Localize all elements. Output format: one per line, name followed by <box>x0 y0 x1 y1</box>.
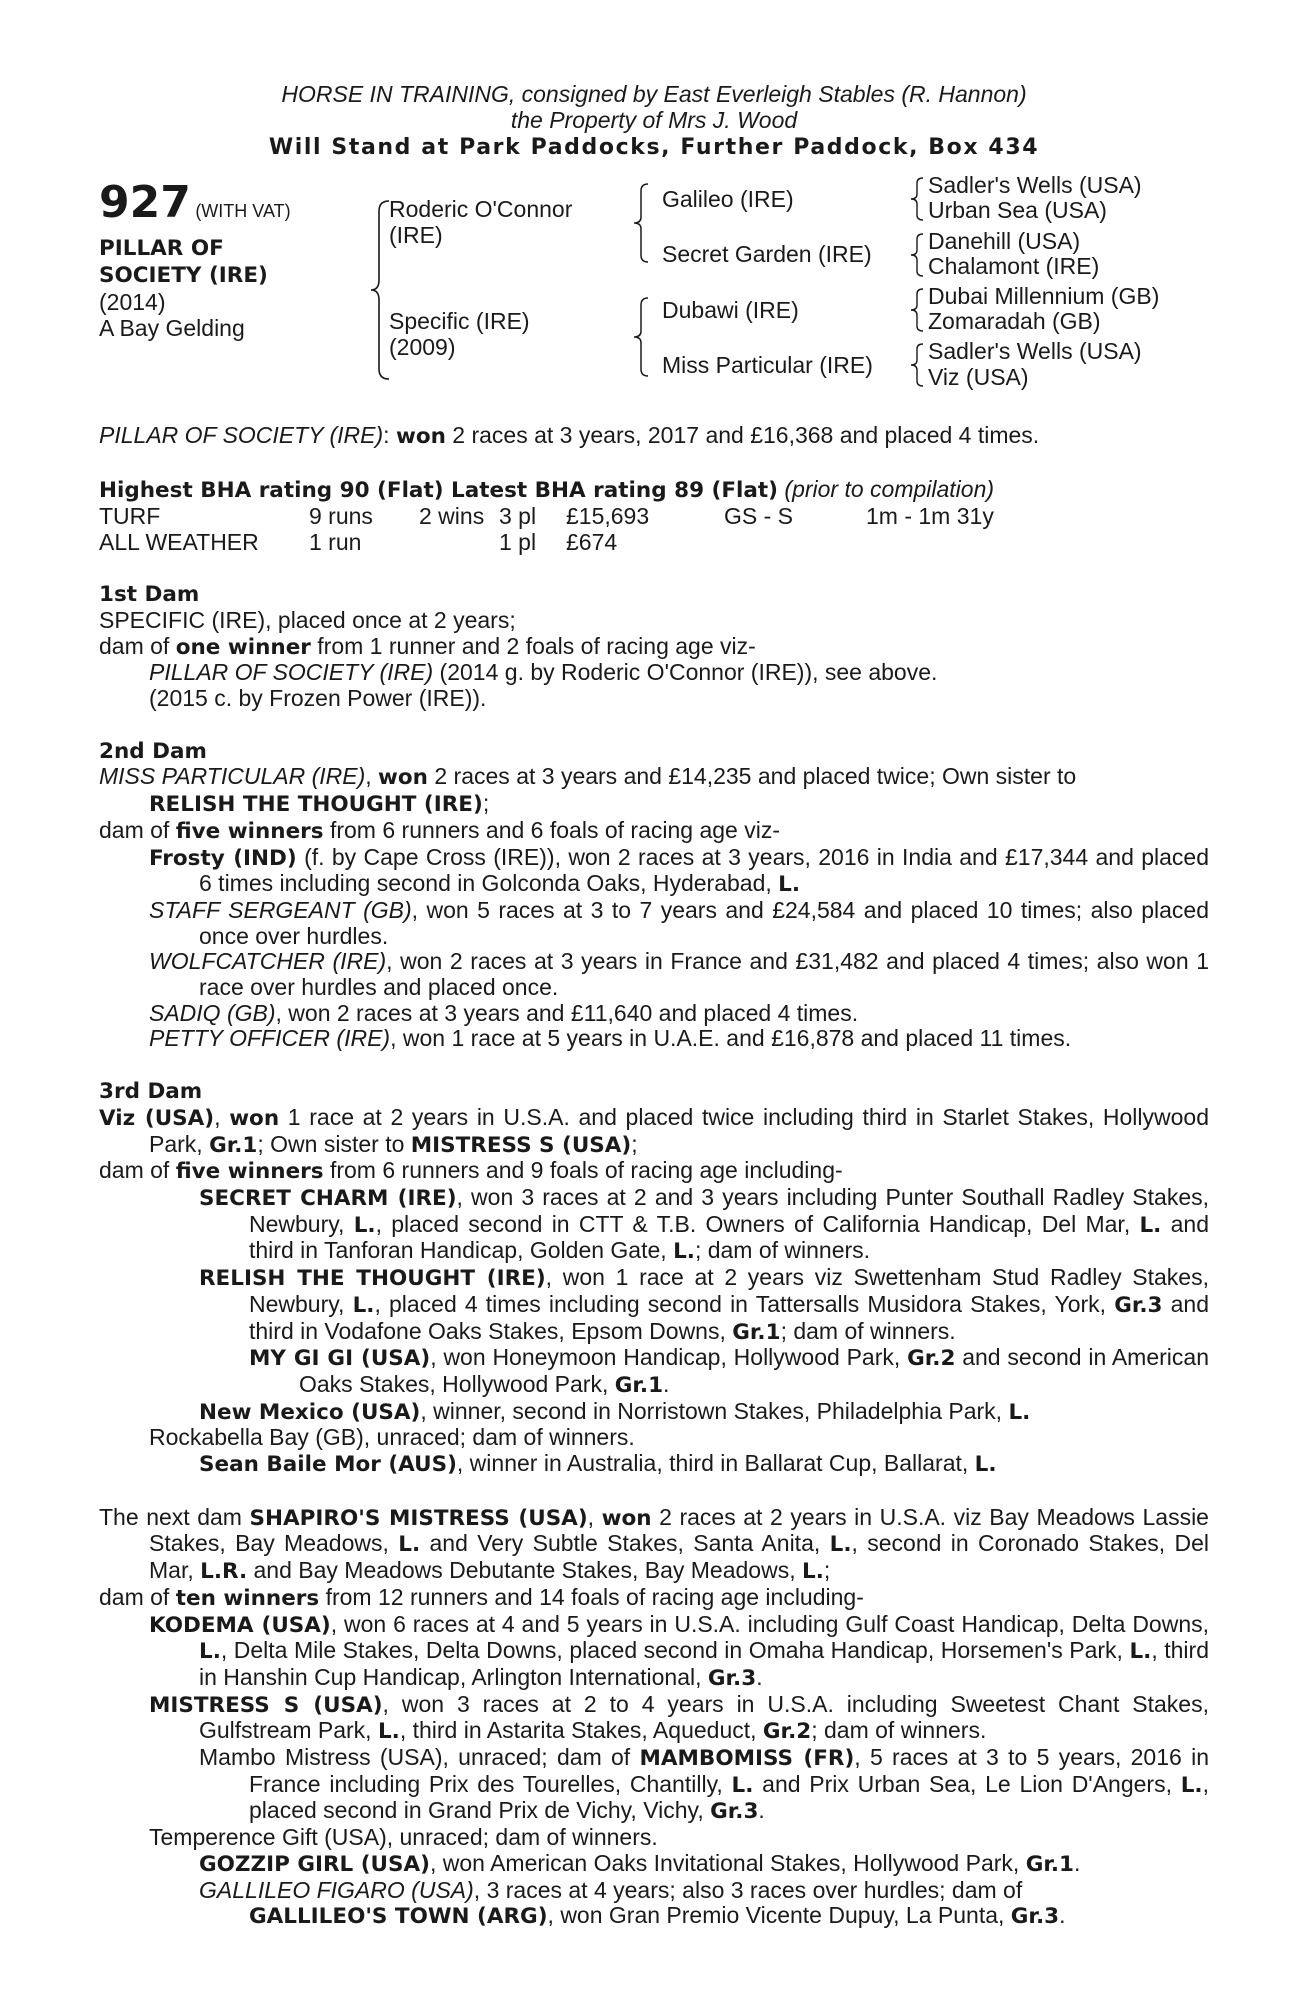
text-run: Gr.3 <box>707 1665 757 1691</box>
text-run: , won Gran Premio Vicente Dupuy, La Punta, <box>547 1902 1011 1929</box>
gen3-7: Sadler's Wells (USA) <box>928 338 1142 365</box>
third-dam-foal-3: Rockabella Bay (GB), unraced; dam of winners. <box>149 1424 635 1451</box>
text-run: ; <box>482 790 490 817</box>
horse-name-line2: SOCIETY (IRE) <box>99 263 268 289</box>
text-run: , won 5 races at 3 to 7 years and £24,584 and placed 10 times; also placed once over hurdles. <box>199 896 1209 949</box>
text-run: L. <box>352 1292 375 1318</box>
horse-name-line1: PILLAR OF <box>99 236 224 262</box>
second-dam-foal-5 <box>99 1026 1209 1052</box>
text-run: STAFF SERGEANT (GB) <box>149 896 412 923</box>
text-run: ; Own sister to <box>257 1130 411 1157</box>
text-run: The next dam <box>99 1503 250 1530</box>
gen3-4: Chalamont (IRE) <box>928 253 1100 280</box>
text-run: and Very Subtle Stakes, Santa Anita, <box>420 1530 830 1557</box>
text-run: and third in Tanforan Handicap, Golden Gate, <box>249 1210 1209 1264</box>
text-run: ; dam of winners. <box>780 1317 956 1344</box>
sire-dam: Secret Garden (IRE) <box>662 241 872 268</box>
lot-number: 927 <box>99 177 191 229</box>
text-run: and Bay Meadows Debutante Stakes, Bay Meadows, <box>247 1557 802 1584</box>
text-run: dam of <box>99 632 176 659</box>
pedigree-block <box>99 172 1209 415</box>
third-dam-grandfoal-1 <box>99 1345 1209 1398</box>
text-run: Gr.1 <box>732 1319 781 1345</box>
text-run: L. <box>673 1239 695 1265</box>
text-run: PILLAR OF SOCIETY (IRE) <box>149 659 434 686</box>
next-dam-foal-3: Temperence Gift (USA), unraced; dam of winners. <box>149 1824 658 1851</box>
text-run: L.R. <box>200 1559 248 1585</box>
gen3-brace-1 <box>909 175 925 223</box>
next-dam-grandfoal-2 <box>99 1851 1209 1878</box>
dam-line1: Specific (IRE) <box>389 308 530 335</box>
summary-colon: : <box>383 422 396 449</box>
text-run: RELISH THE THOUGHT (IRE) <box>149 792 483 818</box>
stats-row-allweather <box>99 530 1209 556</box>
next-dam-grandfoal-3 <box>99 1878 1209 1930</box>
stats-surface: TURF <box>99 502 161 529</box>
foaling-year: (2014) <box>99 289 166 316</box>
stats-wins: 2 wins <box>419 502 485 529</box>
text-run: Sean Baile Mor (AUS) <box>199 1452 457 1478</box>
first-dam-produce <box>99 634 1209 661</box>
sire-line2: (IRE) <box>389 222 443 249</box>
text-run: , won 3 races at 2 to 4 years in U.S.A. including Sweetest Chant Stakes, Gulfstream Park, <box>199 1690 1209 1744</box>
next-dam-grandfoal-1 <box>99 1745 1209 1825</box>
gen3-5: Dubai Millennium (GB) <box>928 283 1160 310</box>
text-run: Gr.2 <box>762 1719 812 1745</box>
text-run: Mambo Mistress (USA), unraced; dam of <box>199 1744 640 1771</box>
gen3-brace-4 <box>909 341 925 389</box>
third-dam-foal-1 <box>99 1185 1209 1265</box>
next-dam-line <box>99 1505 1209 1585</box>
text-run: , <box>365 763 379 790</box>
stats-runs: 1 run <box>309 528 362 555</box>
third-dam-grandfoal-2 <box>99 1399 1209 1426</box>
property-line: the Property of Mrs J. Wood <box>510 106 798 133</box>
second-dam-line <box>99 764 1209 817</box>
stats-going <box>724 530 866 556</box>
text-run: GOZZIP GIRL (USA) <box>199 1851 430 1877</box>
text-run: SADIQ (GB) <box>149 999 276 1026</box>
text-run: New Mexico (USA) <box>199 1399 421 1425</box>
text-run: dam of <box>99 1157 176 1184</box>
pedigree-brace <box>369 197 391 383</box>
text-run: MISTRESS S (USA) <box>410 1132 632 1158</box>
gen3-3: Danehill (USA) <box>928 228 1081 255</box>
stats-wins <box>419 530 499 556</box>
text-run: MISTRESS S (USA) <box>149 1692 383 1718</box>
text-run: L. <box>1129 1639 1152 1665</box>
text-run: Gr.1 <box>1025 1851 1074 1877</box>
gen3-2: Urban Sea (USA) <box>928 197 1107 224</box>
stats-prize: £674 <box>566 528 618 555</box>
text-run: , <box>214 1103 230 1130</box>
text-run: Gr.3 <box>1010 1904 1060 1930</box>
text-run: . <box>663 1370 670 1397</box>
text-run: GALLILEO FIGARO (USA) <box>199 1876 474 1903</box>
dam-sire: Dubawi (IRE) <box>662 297 799 324</box>
gen3-brace-2 <box>909 231 925 279</box>
second-dam-foal-4 <box>99 1001 1209 1027</box>
text-run: Frosty (IND) <box>149 845 297 871</box>
stand-location: Will Stand at Park Paddocks, Further Paddock, Box 434 <box>268 135 1040 161</box>
second-dam-foal-1 <box>99 845 1209 898</box>
stats-prize: £15,693 <box>566 502 650 529</box>
text-run: SHAPIRO'S MISTRESS (USA) <box>249 1505 588 1531</box>
text-run: Gr.2 <box>907 1346 956 1372</box>
text-run: and Prix Urban Sea, Le Lion D'Angers, <box>753 1770 1181 1797</box>
text-run: GALLILEO'S TOWN (ARG) <box>249 1904 548 1930</box>
text-run: ; <box>823 1557 831 1584</box>
text-run: . <box>758 1797 765 1824</box>
text-run: ; <box>631 1130 638 1157</box>
third-dam-line <box>99 1105 1209 1158</box>
text-run: Viz (USA) <box>99 1105 215 1131</box>
rating-line <box>99 477 1209 504</box>
gen3-brace-3 <box>909 286 925 334</box>
summary-won: won <box>395 424 446 450</box>
text-run: L. <box>731 1772 754 1798</box>
gen3-6: Zomaradah (GB) <box>928 308 1101 335</box>
stats-distance: 1m - 1m 31y <box>866 502 994 529</box>
next-dam-produce <box>99 1585 1209 1612</box>
text-run: . <box>1074 1849 1081 1876</box>
summary-name: PILLAR OF SOCIETY (IRE) <box>99 422 384 449</box>
text-run: , won 6 races at 4 and 5 years in U.S.A. including Gulf Coast Handicap, Delta Downs, <box>330 1610 1210 1637</box>
text-run: KODEMA (USA) <box>149 1612 331 1638</box>
text-run: 2 races at 3 years and £14,235 and placed twice; Own sister to <box>427 763 1077 790</box>
text-run: , third in Hanshin Cup Handicap, Arlington International, <box>199 1637 1209 1690</box>
third-dam-grandfoal-3 <box>99 1451 1209 1478</box>
text-run: PETTY OFFICER (IRE) <box>149 1025 391 1052</box>
text-run: MY GI GI (USA) <box>249 1346 431 1372</box>
dam-line2: (2009) <box>389 334 456 361</box>
dam-dam: Miss Particular (IRE) <box>662 352 873 379</box>
text-run: . <box>756 1663 763 1690</box>
text-run: Gr.1 <box>614 1372 664 1398</box>
text-run: L. <box>377 1719 400 1745</box>
sire-sire: Galileo (IRE) <box>662 186 794 213</box>
rating-bold: Highest BHA rating 90 (Flat) Latest BHA rating 89 (Flat) <box>99 478 779 504</box>
rating-note: (prior to compilation) <box>784 476 995 503</box>
gen3-1: Sadler's Wells (USA) <box>928 172 1142 199</box>
text-run: , placed second in CTT & T.B. Owners of California Handicap, Del Mar, <box>375 1210 1140 1237</box>
stats-placed: 1 pl <box>499 528 537 555</box>
text-run: from 12 runners and 14 foals of racing age including- <box>319 1583 864 1610</box>
text-run: L. <box>199 1639 221 1665</box>
first-dam-line: SPECIFIC (IRE), placed once at 2 years; <box>99 606 516 633</box>
text-run: five winners <box>175 818 324 844</box>
text-run: MAMBOMISS (FR) <box>639 1746 855 1772</box>
text-run: Gr.3 <box>710 1799 759 1825</box>
text-run: and second in American Oaks Stakes, Hollywood Park, <box>299 1344 1209 1397</box>
text-run: L. <box>353 1212 376 1238</box>
text-run: (2014 g. by Roderic O'Connor (IRE)), see above. <box>433 659 938 686</box>
text-run: , placed 4 times including second in Tattersalls Musidora Stakes, York, <box>374 1290 1115 1317</box>
text-run: won <box>601 1505 652 1531</box>
second-dam-foal-3 <box>99 949 1209 1000</box>
text-run: 1 race at 2 years in U.S.A. and placed twice including third in Starlet Stakes, Hollywood Park, <box>149 1103 1209 1157</box>
text-run: , Delta Mile Stakes, Delta Downs, placed second in Omaha Handicap, Horsemen's Park, <box>220 1637 1130 1664</box>
text-run: won <box>378 765 428 791</box>
lot-number-line <box>99 179 291 227</box>
text-run: dam of <box>99 1583 176 1610</box>
dam-brace <box>632 295 650 379</box>
text-run: RELISH THE THOUGHT (IRE) <box>199 1266 546 1292</box>
text-run: MISS PARTICULAR (IRE) <box>99 763 366 790</box>
text-run: SECRET CHARM (IRE) <box>199 1185 457 1211</box>
next-dam-foal-2 <box>99 1692 1209 1745</box>
text-run: L. <box>829 1532 852 1558</box>
text-run: L. <box>778 872 801 898</box>
text-run: , won 1 race at 2 years viz Swettenham Stud Radley Stakes, Newbury, <box>249 1264 1209 1317</box>
stats-going: GS - S <box>724 502 794 529</box>
third-dam-foal-2 <box>99 1265 1209 1345</box>
text-run: five winners <box>175 1159 324 1185</box>
first-dam-foal-1 <box>99 660 1209 686</box>
text-run: . <box>1059 1902 1066 1929</box>
first-dam-foal-2: (2015 c. by Frozen Power (IRE)). <box>149 685 487 712</box>
text-run: ; dam of winners. <box>694 1237 871 1264</box>
stats-surface: ALL WEATHER <box>99 528 259 555</box>
text-run: , 3 races at 4 years; also 3 races over hurdles; dam of <box>473 1876 1023 1903</box>
consignor-line: HORSE IN TRAINING, consigned by East Everleigh Stables (R. Hannon) <box>281 81 1027 107</box>
text-run: , won 2 races at 3 years and £11,640 and placed 4 times. <box>275 999 859 1026</box>
text-run: , <box>587 1503 602 1530</box>
text-run: , third in Astarita Stakes, Aqueduct, <box>399 1717 763 1744</box>
race-summary <box>99 423 1209 450</box>
third-dam-produce <box>99 1158 1209 1185</box>
text-run: , winner in Australia, third in Ballarat Cup, Ballarat, <box>456 1450 975 1477</box>
text-run: , won American Oaks Invitational Stakes, Hollywood Park, <box>429 1849 1026 1876</box>
vat-note: (WITH VAT) <box>195 201 291 222</box>
text-run: , winner, second in Norristown Stakes, Philadelphia Park, <box>420 1397 1009 1424</box>
text-run: , won 2 races at 3 years in France and £31,482 and placed 4 times; also won 1 race over hurdles and placed once. <box>199 948 1209 1001</box>
text-run: and third in Vodafone Oaks Stakes, Epsom Downs, <box>249 1290 1210 1344</box>
text-run: , placed second in Grand Prix de Vichy, Vichy, <box>249 1770 1209 1824</box>
text-run: WOLFCATCHER (IRE) <box>149 948 387 975</box>
third-dam-title: 3rd Dam <box>99 1079 203 1105</box>
text-run: one winner <box>175 634 311 660</box>
stats-placed: 3 pl <box>499 502 537 529</box>
text-run: , won Honeymoon Handicap, Hollywood Park, <box>430 1344 908 1371</box>
text-run: 2 races at 2 years in U.S.A. viz Bay Meadows Lassie Stakes, Bay Meadows, <box>149 1503 1209 1557</box>
sire-line1: Roderic O'Connor <box>389 196 573 223</box>
text-run: from 6 runners and 6 foals of racing age viz- <box>323 816 780 843</box>
text-run: won <box>229 1105 280 1131</box>
next-dam-foal-1 <box>99 1612 1209 1692</box>
text-run: Gr.1 <box>209 1132 258 1158</box>
first-dam-title: 1st Dam <box>99 582 200 608</box>
text-run: , 5 races at 3 to 5 years, 2016 in France including Prix des Tourelles, Chantilly, <box>249 1744 1209 1797</box>
gen3-8: Viz (USA) <box>928 364 1029 391</box>
stats-row-turf <box>99 504 1209 530</box>
stats-runs: 9 runs <box>309 502 373 529</box>
stats-distance <box>866 530 1046 556</box>
sire-brace <box>632 181 650 265</box>
text-run: L. <box>1180 1772 1203 1798</box>
catalogue-page <box>99 82 1209 1930</box>
horse-description: A Bay Gelding <box>99 315 245 342</box>
text-run: L. <box>1008 1399 1031 1425</box>
text-run: L. <box>974 1452 997 1478</box>
text-run: ; dam of winners. <box>811 1717 987 1744</box>
text-run: Gr.3 <box>1114 1292 1163 1318</box>
text-run: L. <box>1139 1212 1162 1238</box>
second-dam-title: 2nd Dam <box>99 738 207 764</box>
text-run: ten winners <box>175 1585 320 1611</box>
text-run: , won 1 race at 5 years in U.A.E. and £16,878 and placed 11 times. <box>390 1025 1072 1052</box>
text-run: from 1 runner and 2 foals of racing age viz- <box>310 632 756 659</box>
text-run: , second in Coronado Stakes, Del Mar, <box>149 1530 1209 1584</box>
second-dam-produce <box>99 818 1209 845</box>
text-run: L. <box>398 1532 421 1558</box>
summary-rest: 2 races at 3 years, 2017 and £16,368 and placed 4 times. <box>445 422 1040 449</box>
text-run: L. <box>802 1559 824 1585</box>
second-dam-foal-2 <box>99 898 1209 949</box>
text-run: (f. by Cape Cross (IRE)), won 2 races at 3 years, 2016 in India and £17,344 and placed 6 times including second in Golconda Oaks, Hyderabad, <box>199 843 1209 897</box>
text-run: dam of <box>99 816 176 843</box>
text-run: , won 3 races at 2 and 3 years including Punter Southall Radley Stakes, Newbury, <box>249 1183 1209 1237</box>
text-run: from 6 runners and 9 foals of racing age including- <box>323 1157 843 1184</box>
